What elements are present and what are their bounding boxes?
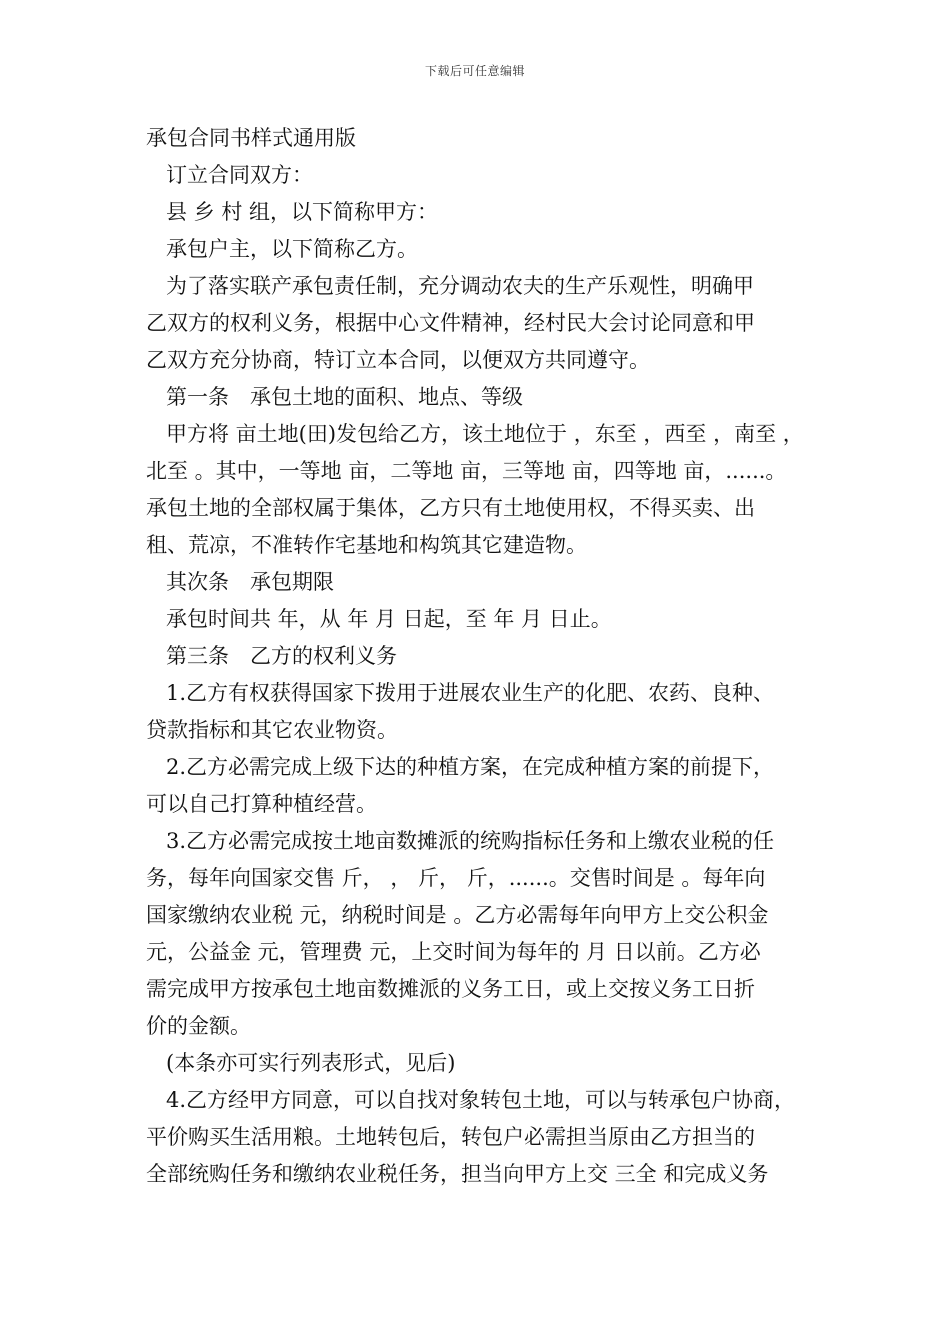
document-line: 4.乙方经甲方同意，可以自找对象转包土地，可以与转承包户协商， (166, 1088, 796, 1112)
document-line: 乙双方充分协商，特订立本合同，以便双方共同遵守。 (146, 348, 650, 372)
document-line: 2.乙方必需完成上级下达的种植方案，在完成种植方案的前提下， (166, 755, 775, 779)
document-line: 元，公益金 元，管理费 元，上交时间为每年的 月 日以前。乙方必 (146, 940, 761, 964)
page-header-note: 下载后可任意编辑 (424, 64, 525, 78)
document-line: 国家缴纳农业税 元，纳税时间是 。乙方必需每年向甲方上交公积金 (146, 903, 769, 927)
document-line: 其次条 承包期限 (166, 570, 334, 594)
document-line: 平价购买生活用粮。土地转包后，转包户必需担当原由乙方担当的 (146, 1125, 755, 1149)
document-line: 租、荒凉，不准转作宅基地和构筑其它建造物。 (146, 533, 587, 557)
document-line: 第三条 乙方的权利义务 (166, 644, 397, 668)
document-line: 价的金额。 (146, 1014, 251, 1038)
document-line: 承包时间共 年，从 年 月 日起，至 年 月 日止。 (166, 607, 612, 631)
document-line: 需完成甲方按承包土地亩数摊派的义务工日，或上交按义务工日折 (146, 977, 755, 1001)
document-line: 订立合同双方： (166, 163, 313, 187)
document-body (146, 157, 826, 1193)
document-line: 为了落实联产承包责任制，充分调动农夫的生产乐观性，明确甲 (166, 274, 754, 298)
document-line: 承包户主，以下简称乙方。 (166, 237, 418, 261)
document-line: 北至 。其中，一等地 亩，二等地 亩，三等地 亩，四等地 亩，......。 (146, 459, 787, 483)
document-line: 贷款指标和其它农业物资。 (146, 718, 398, 742)
document-line: 乙双方的权利义务，根据中心文件精神，经村民大会讨论同意和甲 (146, 311, 755, 335)
document-line: 1.乙方有权获得国家下拨用于进展农业生产的化肥、农药、良种、 (166, 681, 775, 705)
document-line: (本条亦可实行列表形式，见后) (166, 1051, 456, 1075)
document-line: 全部统购任务和缴纳农业税任务，担当向甲方上交 三全 和完成义务 (146, 1162, 769, 1186)
document-line: 甲方将 亩土地(田)发包给乙方，该土地位于 ，东至 ，西至 ，南至 ， (166, 422, 804, 446)
document-line: 务，每年向国家交售 斤， ， 斤， 斤，......。交售时间是 。每年向 (146, 866, 766, 890)
document-line: 3.乙方必需完成按土地亩数摊派的统购指标任务和上缴农业税的任 (166, 829, 775, 853)
document-line: 承包土地的全部权属于集体，乙方只有土地使用权，不得买卖、出 (146, 496, 755, 520)
document-line: 第一条 承包土地的面积、地点、等级 (166, 385, 523, 409)
contract-document (146, 120, 826, 1193)
document-title: 承包合同书样式通用版 (146, 126, 356, 150)
document-line: 县 乡 村 组，以下简称甲方： (166, 200, 439, 224)
document-line: 可以自己打算种植经营。 (146, 792, 377, 816)
